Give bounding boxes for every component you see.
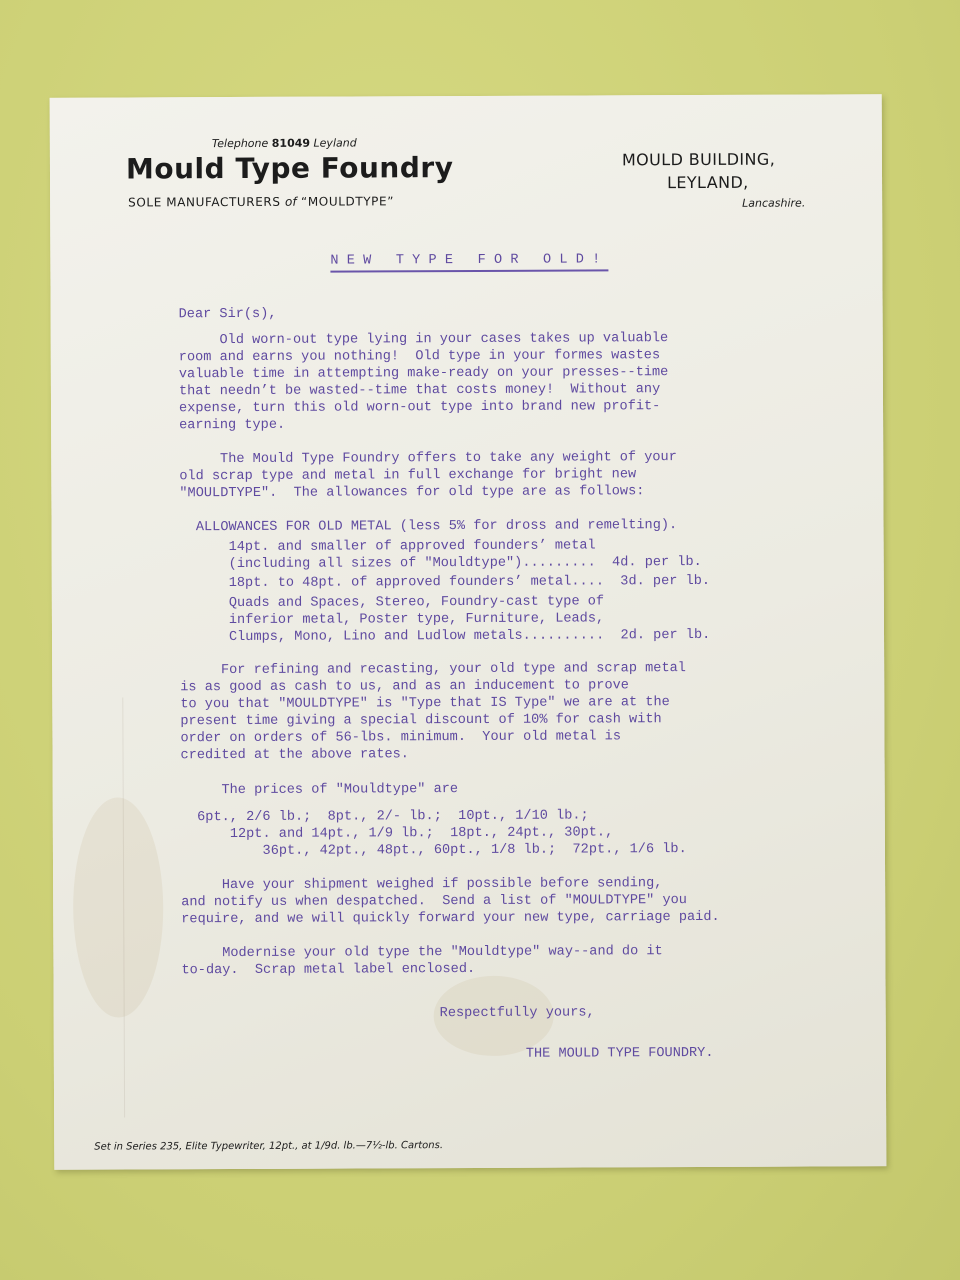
address-line3: Lancashire. [742, 196, 806, 210]
body-line: is as good as cash to us, and as an inducement to prove [180, 678, 629, 696]
address-line2: LEYLAND, [666, 172, 749, 193]
body-line: to you that "MOULDTYPE" is "Type that IS Type" we are at the [180, 695, 670, 713]
sole-manufacturers-line [128, 194, 394, 209]
body-line: that needn’t be wasted--time that costs money! Without any [178, 382, 661, 400]
telephone-number: 81049 [271, 136, 311, 150]
price-line: 12pt. and 14pt., 1/9 lb.; 18pt., 24pt., 30pt., [180, 825, 614, 843]
sole-manufacturers-of: of [284, 194, 297, 209]
telephone-label: Telephone [211, 136, 269, 151]
body-line: credited at the above rates. [180, 747, 409, 764]
allowances-heading: ALLOWANCES FOR OLD METAL (less 5% for dross and remelting). [179, 518, 678, 536]
body-line: valuable time in attempting make-ready on your presses--time [178, 365, 669, 383]
paper-stain [73, 797, 164, 1017]
allowance-line: 18pt. to 48pt. of approved founders’ metal.... 3d. per lb. [179, 573, 711, 592]
body-line: "MOULDTYPE". The allowances for old type are as follows: [179, 484, 645, 502]
body-line: Old worn-out type lying in your cases takes up valuable [178, 331, 669, 349]
sole-manufacturers-prefix: SOLE MANUFACTURERS [128, 194, 281, 210]
body-line: expense, turn this old worn-out type into brand new profit- [178, 399, 661, 417]
salutation: Dear Sir(s), [178, 306, 277, 323]
telephone-line [212, 136, 357, 150]
allowance-line: inferior metal, Poster type, Furniture, Leads, [179, 611, 605, 629]
allowance-line: Quads and Spaces, Stereo, Foundry-cast type of [179, 594, 605, 612]
letter-sheet [50, 94, 887, 1170]
body-line: The Mould Type Foundry offers to take any weight of your [179, 450, 677, 468]
body-line: and notify us when despatched. Send a list of "MOULDTYPE" you [181, 893, 687, 911]
body-line: room and earns you nothing! Old type in your formes wastes [178, 348, 661, 366]
allowance-line: (including all sizes of "Mouldtype")......... 4d. per lb. [179, 554, 702, 573]
sole-manufacturers-product: “MOULDTYPE” [300, 194, 395, 209]
allowance-line: 14pt. and smaller of approved founders’ metal [179, 538, 596, 556]
prices-intro: The prices of "Mouldtype" are [180, 782, 459, 799]
body-line: For refining and recasting, your old type and scrap metal [180, 661, 686, 679]
signature: THE MOULD TYPE FOUNDRY. [525, 1045, 714, 1062]
closing: Respectfully yours, [439, 1005, 595, 1022]
telephone-place: Leyland [313, 136, 357, 150]
body-line: order on orders of 56-lbs. minimum. Your old metal is [180, 729, 622, 747]
body-line: earning type. [179, 417, 286, 434]
body-line: Modernise your old type the "Mouldtype" way--and do it [181, 944, 663, 962]
address-line1: MOULD BUILDING, [621, 149, 776, 170]
company-name: Mould Type Foundry [125, 151, 454, 186]
body-line: old scrap type and metal in full exchange for bright new [179, 467, 637, 485]
body-line: to-day. Scrap metal label enclosed. [181, 961, 476, 979]
body-line: require, and we will quickly forward your new type, carriage paid. [181, 909, 720, 928]
price-line: 36pt., 42pt., 48pt., 60pt., 1/8 lb.; 72pt., 1/6 lb. [180, 842, 687, 860]
body-line: present time giving a special discount of 10% for cash with [180, 712, 662, 730]
footer-note: Set in Series 235, Elite Typewriter, 12pt., at 1/9d. lb.—7½-lb. Cartons. [94, 1140, 444, 1153]
letter-headline: NEW TYPE FOR OLD! [330, 251, 608, 272]
body-line: Have your shipment weighed if possible before sending, [181, 876, 663, 894]
price-line: 6pt., 2/6 lb.; 8pt., 2/- lb.; 10pt., 1/10 lb.; [180, 808, 589, 826]
allowance-line: Clumps, Mono, Lino and Ludlow metals.......... 2d. per lb. [179, 627, 711, 646]
